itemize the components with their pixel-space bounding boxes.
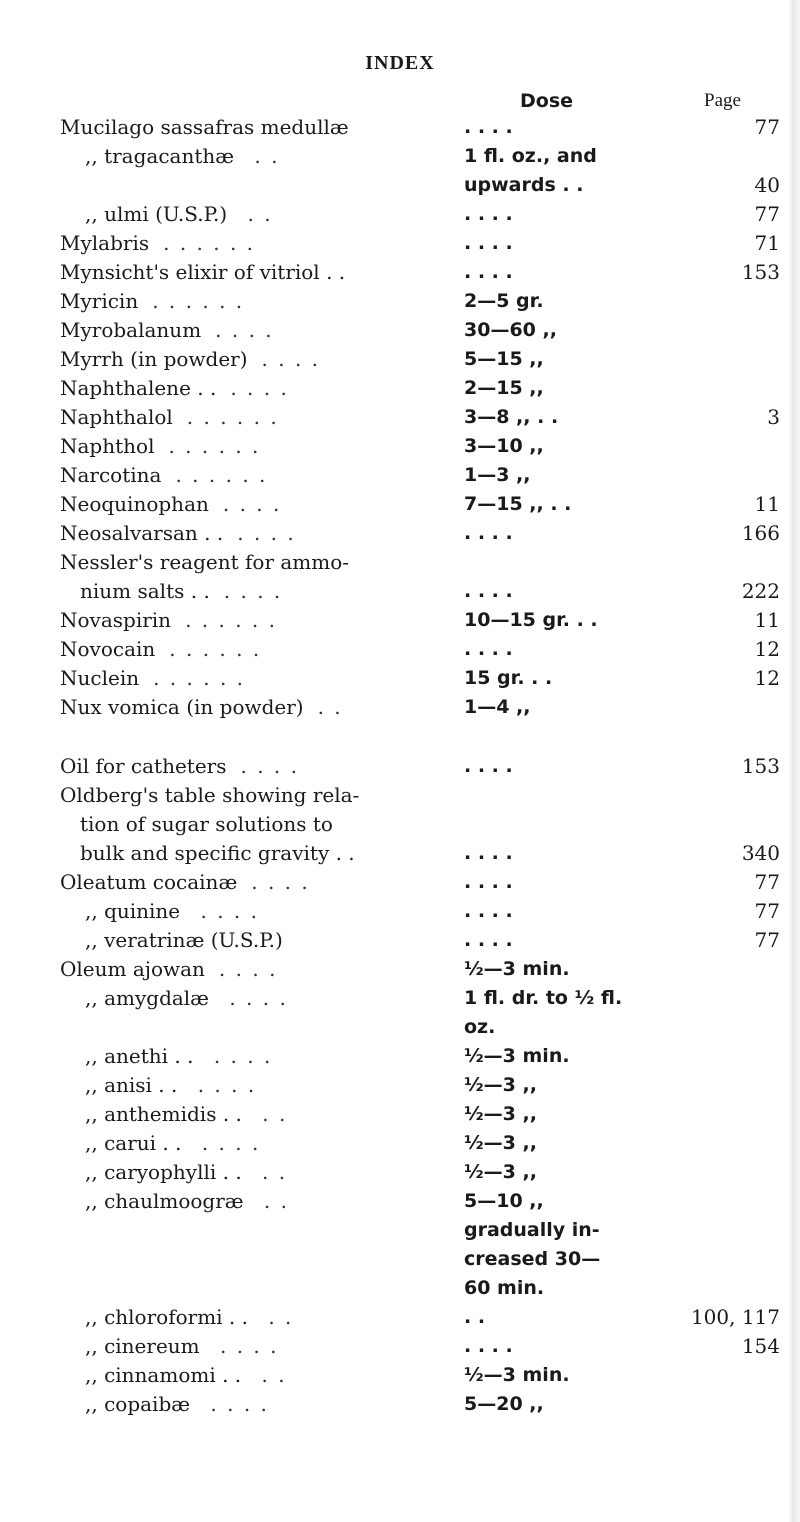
dose-value: . . . . bbox=[464, 580, 513, 602]
leader-dots: . . . . . . bbox=[169, 637, 262, 661]
leader-dots: . . bbox=[263, 1189, 289, 1213]
dose-value: 1 fl. dr. to ½ fl. bbox=[464, 987, 623, 1009]
dose-value: gradually in- bbox=[464, 1219, 600, 1241]
index-line bbox=[0, 316, 800, 345]
dose-value: ½—3 min. bbox=[464, 1045, 570, 1067]
index-line bbox=[0, 171, 800, 200]
dose-value: 2—5 gr. bbox=[464, 290, 544, 312]
index-section-o bbox=[0, 752, 800, 1419]
page-number: 77 bbox=[754, 928, 780, 952]
dose-value: 30—60 ,, bbox=[464, 319, 557, 341]
index-entry bbox=[0, 955, 800, 984]
index-entry bbox=[0, 316, 800, 345]
dose-value: . . . . bbox=[464, 638, 513, 660]
leader-dots: . . . . . . bbox=[186, 405, 279, 429]
page-number: 77 bbox=[754, 870, 780, 894]
page-number: 12 bbox=[754, 637, 780, 661]
page-number: 71 bbox=[754, 231, 780, 255]
dose-value: 1 fl. oz., and bbox=[464, 145, 597, 167]
index-line bbox=[0, 1390, 800, 1419]
index-term: Nux vomica (in powder) bbox=[60, 695, 304, 719]
index-term: ,, carui . . bbox=[85, 1131, 182, 1155]
dose-value: ½—3 ,, bbox=[464, 1103, 537, 1125]
index-term: ,, cinnamomi . . bbox=[85, 1363, 242, 1387]
index-line bbox=[0, 1332, 800, 1361]
index-entry bbox=[0, 664, 800, 693]
leader-dots: . . bbox=[317, 695, 343, 719]
leader-dots: . . . . . . bbox=[163, 231, 256, 255]
leader-dots: . . . . . . bbox=[152, 289, 245, 313]
leader-dots: . . . . bbox=[218, 957, 278, 981]
dose-value: . . . . bbox=[464, 929, 513, 951]
dose-value: ½—3 ,, bbox=[464, 1161, 537, 1183]
leader-dots: . . . . bbox=[230, 376, 289, 400]
index-line bbox=[0, 229, 800, 258]
index-entry bbox=[0, 1042, 800, 1071]
index-term: Naphthalol bbox=[60, 405, 173, 429]
index-line bbox=[0, 287, 800, 316]
dose-value: 60 min. bbox=[464, 1277, 545, 1299]
page-number: 153 bbox=[741, 260, 780, 284]
index-entry bbox=[0, 781, 800, 868]
index-line bbox=[0, 142, 800, 171]
index-term: Oil for catheters bbox=[60, 754, 227, 778]
leader-dots: . . bbox=[268, 1305, 294, 1329]
index-term: Nuclein bbox=[60, 666, 140, 690]
index-line bbox=[0, 1245, 800, 1274]
index-line bbox=[0, 1013, 800, 1042]
index-term: Novaspirin bbox=[60, 608, 172, 632]
index-term: Novocain bbox=[60, 637, 156, 661]
index-line bbox=[0, 490, 800, 519]
page-number: 3 bbox=[767, 405, 780, 429]
dose-value: 7—15 ,, . . bbox=[464, 493, 572, 515]
dose-value: creased 30— bbox=[464, 1248, 601, 1270]
page-column-heading: Page bbox=[704, 90, 741, 111]
index-line bbox=[0, 1216, 800, 1245]
index-term: ,, tragacanthæ bbox=[85, 144, 235, 168]
index-line bbox=[0, 200, 800, 229]
index-term: Naphthalene . . bbox=[60, 376, 217, 400]
index-entry bbox=[0, 403, 800, 432]
index-term: ,, copaibæ bbox=[85, 1392, 191, 1416]
dose-value: 2—15 ,, bbox=[464, 377, 544, 399]
dose-value: . . . . bbox=[464, 116, 513, 138]
index-term: Mucilago sassafras medullæ bbox=[60, 115, 349, 139]
index-entry bbox=[0, 752, 800, 781]
leader-dots: . . . . bbox=[201, 1131, 261, 1155]
index-entry bbox=[0, 926, 800, 955]
page-number: 340 bbox=[741, 841, 780, 865]
index-term: ,, anisi . . bbox=[85, 1073, 178, 1097]
index-line bbox=[0, 897, 800, 926]
index-entry bbox=[0, 984, 800, 1042]
leader-dots: . . . . bbox=[213, 1044, 273, 1068]
index-entry bbox=[0, 258, 800, 287]
index-section-m bbox=[0, 113, 800, 374]
dose-value: . . . . bbox=[464, 900, 513, 922]
dose-value: 5—10 ,, bbox=[464, 1190, 544, 1212]
page-number: 154 bbox=[741, 1334, 780, 1358]
index-line bbox=[0, 1042, 800, 1071]
dose-value: ½—3 min. bbox=[464, 958, 570, 980]
leader-dots: . . . . . . bbox=[175, 463, 268, 487]
index-term: Oleum ajowan bbox=[60, 957, 205, 981]
index-line bbox=[0, 693, 800, 722]
dose-column-heading: Dose bbox=[520, 90, 574, 112]
index-term: Neoquinophan bbox=[60, 492, 209, 516]
index-entry bbox=[0, 1361, 800, 1390]
index-line bbox=[0, 1303, 800, 1332]
index-term: Narcotina bbox=[60, 463, 162, 487]
index-entry bbox=[0, 287, 800, 316]
dose-value: . . . . bbox=[464, 871, 513, 893]
index-entry bbox=[0, 519, 800, 548]
index-term: ,, caryophylli . . bbox=[85, 1160, 242, 1184]
index-entry bbox=[0, 142, 800, 200]
index-term: ,, cinereum bbox=[85, 1334, 200, 1358]
index-line bbox=[0, 635, 800, 664]
index-term: tion of sugar solutions to bbox=[80, 812, 333, 836]
index-line bbox=[0, 374, 800, 403]
index-line bbox=[0, 839, 800, 868]
leader-dots: . . bbox=[254, 144, 280, 168]
index-entry bbox=[0, 548, 800, 606]
index-entry bbox=[0, 1390, 800, 1419]
index-line bbox=[0, 577, 800, 606]
index-line bbox=[0, 461, 800, 490]
index-line bbox=[0, 1071, 800, 1100]
running-head: INDEX bbox=[365, 52, 435, 74]
index-entry bbox=[0, 1071, 800, 1100]
page-number: 11 bbox=[754, 608, 780, 632]
index-entry bbox=[0, 1129, 800, 1158]
index-entry bbox=[0, 374, 800, 403]
page-number: 100, 117 bbox=[690, 1305, 780, 1329]
leader-dots: . . bbox=[261, 1363, 287, 1387]
index-line bbox=[0, 1100, 800, 1129]
index-line bbox=[0, 1361, 800, 1390]
index-line bbox=[0, 984, 800, 1013]
leader-dots: . . . . bbox=[240, 754, 299, 778]
index-term: ,, amygdalæ bbox=[85, 986, 209, 1010]
dose-value: 5—15 ,, bbox=[464, 348, 544, 370]
index-entry bbox=[0, 1187, 800, 1303]
page-number: 77 bbox=[754, 115, 780, 139]
index-entry bbox=[0, 1303, 800, 1332]
dose-value: upwards . . bbox=[464, 174, 584, 196]
index-term: Myricin bbox=[60, 289, 139, 313]
index-term: ,, anethi . . bbox=[85, 1044, 194, 1068]
dose-value: 15 gr. . . bbox=[464, 667, 553, 689]
dose-value: . . . . bbox=[464, 261, 513, 283]
index-entry bbox=[0, 1332, 800, 1361]
page-edge bbox=[788, 0, 800, 1522]
index-entry bbox=[0, 113, 800, 142]
dose-value: 3—8 ,, . . bbox=[464, 406, 559, 428]
index-line bbox=[0, 810, 800, 839]
page-number: 222 bbox=[741, 579, 780, 603]
leader-dots: . . bbox=[262, 1160, 288, 1184]
index-term: ,, chloroformi . . bbox=[85, 1305, 248, 1329]
index-term: bulk and specific gravity . . bbox=[80, 841, 355, 865]
page-number: 153 bbox=[741, 754, 780, 778]
index-entry bbox=[0, 1158, 800, 1187]
index-term: Myrrh (in powder) bbox=[60, 347, 248, 371]
index-term: nium salts . . bbox=[80, 579, 210, 603]
index-section-n bbox=[0, 374, 800, 722]
index-entry bbox=[0, 635, 800, 664]
leader-dots: . . bbox=[247, 202, 273, 226]
index-term: Naphthol bbox=[60, 434, 155, 458]
dose-value: . . bbox=[464, 1306, 486, 1328]
index-line bbox=[0, 664, 800, 693]
leader-dots: . . . . bbox=[200, 899, 260, 923]
index-line bbox=[0, 1187, 800, 1216]
index-term: Myrobalanum bbox=[60, 318, 202, 342]
leader-dots: . . . . bbox=[219, 1334, 279, 1358]
leader-dots: . . bbox=[262, 1102, 288, 1126]
index-entry bbox=[0, 461, 800, 490]
dose-value: . . . . bbox=[464, 203, 513, 225]
index-entry bbox=[0, 229, 800, 258]
index-line bbox=[0, 781, 800, 810]
index-line bbox=[0, 1129, 800, 1158]
leader-dots: . . . . . . bbox=[153, 666, 246, 690]
page-number: 40 bbox=[754, 173, 780, 197]
dose-value: ½—3 ,, bbox=[464, 1074, 537, 1096]
index-line bbox=[0, 519, 800, 548]
index-term: Neosalvarsan . . bbox=[60, 521, 224, 545]
index-line bbox=[0, 1158, 800, 1187]
leader-dots: . . . . . . bbox=[168, 434, 261, 458]
dose-value: 1—3 ,, bbox=[464, 464, 531, 486]
index-line bbox=[0, 606, 800, 635]
index-entry bbox=[0, 606, 800, 635]
index-term: Oleatum cocainæ bbox=[60, 870, 238, 894]
leader-dots: . . . . bbox=[261, 347, 321, 371]
leader-dots: . . . . . . bbox=[185, 608, 277, 632]
index-term: Nessler's reagent for ammo- bbox=[60, 550, 350, 574]
dose-value: ½—3 ,, bbox=[464, 1132, 537, 1154]
dose-value: . . . . bbox=[464, 755, 513, 777]
leader-dots: . . . . bbox=[251, 870, 310, 894]
dose-value: 3—10 ,, bbox=[464, 435, 544, 457]
page-number: 12 bbox=[754, 666, 780, 690]
dose-value: . . . . bbox=[464, 522, 513, 544]
leader-dots: . . . . bbox=[197, 1073, 257, 1097]
dose-value: 1—4 ,, bbox=[464, 696, 531, 718]
dose-value: 5—20 ,, bbox=[464, 1393, 544, 1415]
page-number: 77 bbox=[754, 202, 780, 226]
index-line bbox=[0, 955, 800, 984]
index-line bbox=[0, 432, 800, 461]
dose-value: 10—15 gr. . . bbox=[464, 609, 598, 631]
index-entry bbox=[0, 868, 800, 897]
page-number: 166 bbox=[741, 521, 780, 545]
page-number: 11 bbox=[754, 492, 780, 516]
index-term: Mynsicht's elixir of vitriol . . bbox=[60, 260, 346, 284]
leader-dots: . . . . bbox=[223, 579, 283, 603]
index-entry bbox=[0, 345, 800, 374]
index-entry bbox=[0, 490, 800, 519]
index-entry bbox=[0, 897, 800, 926]
index-term: ,, ulmi (U.S.P.) bbox=[85, 202, 228, 226]
index-term: ,, anthemidis . . bbox=[85, 1102, 242, 1126]
index-term: Oldberg's table showing rela- bbox=[60, 783, 360, 807]
leader-dots: . . . . bbox=[215, 318, 274, 342]
index-entry bbox=[0, 1100, 800, 1129]
leader-dots: . . . . bbox=[222, 492, 282, 516]
dose-value: . . . . bbox=[464, 842, 513, 864]
dose-value: . . . . bbox=[464, 232, 513, 254]
index-line bbox=[0, 752, 800, 781]
page-number: 77 bbox=[754, 899, 780, 923]
leader-dots: . . . . bbox=[237, 521, 296, 545]
index-line bbox=[0, 868, 800, 897]
index-line bbox=[0, 926, 800, 955]
index-term: ,, chaulmoogræ bbox=[85, 1189, 244, 1213]
index-term: ,, quinine bbox=[85, 899, 181, 923]
leader-dots: . . . . bbox=[210, 1392, 269, 1416]
leader-dots: . . . . bbox=[229, 986, 288, 1010]
index-line bbox=[0, 403, 800, 432]
index-entry bbox=[0, 693, 800, 722]
index-term: Mylabris bbox=[60, 231, 150, 255]
index-line bbox=[0, 113, 800, 142]
index-entry bbox=[0, 200, 800, 229]
index-term: ,, veratrinæ (U.S.P.) bbox=[85, 928, 283, 952]
index-line bbox=[0, 345, 800, 374]
index-entry bbox=[0, 432, 800, 461]
dose-value: oz. bbox=[464, 1016, 496, 1038]
dose-value: . . . . bbox=[464, 1335, 513, 1357]
index-line bbox=[0, 1274, 800, 1303]
index-line bbox=[0, 258, 800, 287]
index-line bbox=[0, 548, 800, 577]
dose-value: ½—3 min. bbox=[464, 1364, 570, 1386]
